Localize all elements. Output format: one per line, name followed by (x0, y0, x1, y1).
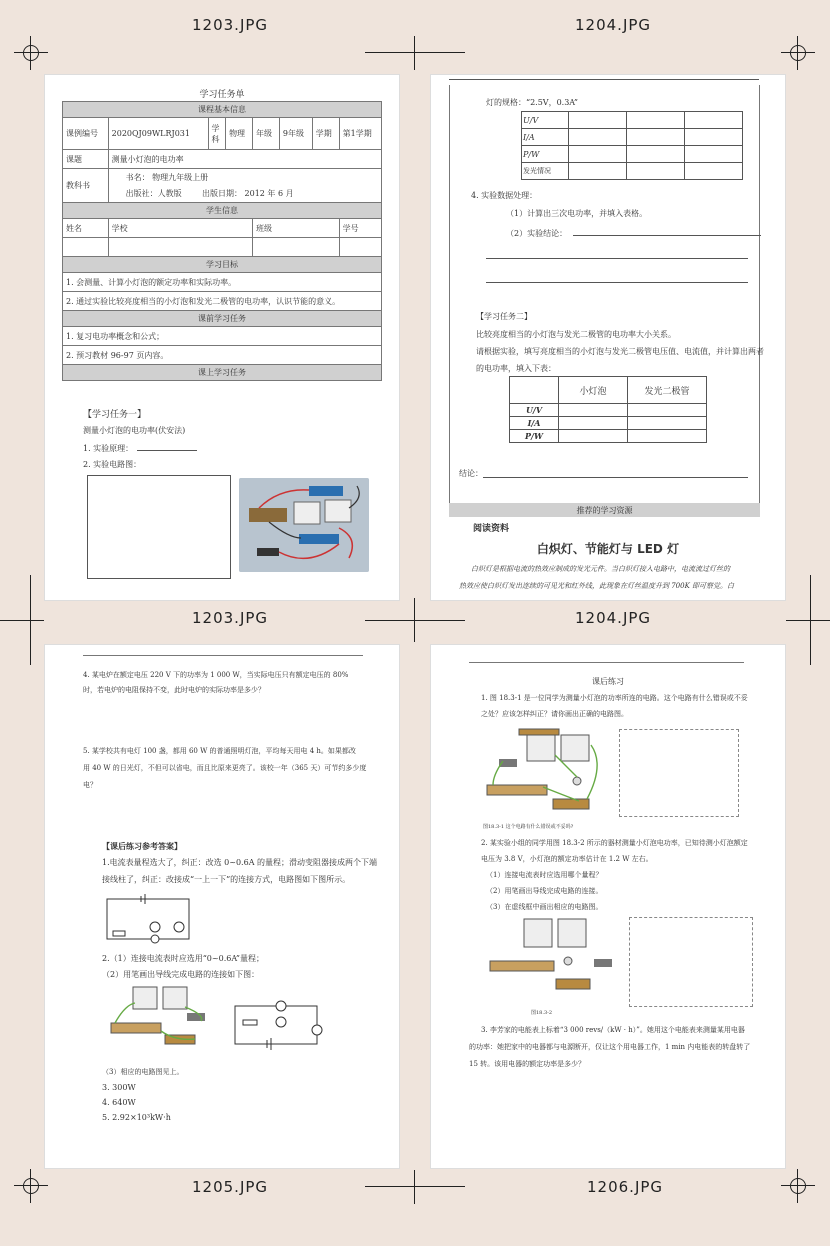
crop-line (414, 598, 415, 642)
answer-2-cont: （2）用笔画出导线完成电路的连接如下图： (102, 970, 260, 979)
registration-mark (20, 42, 42, 64)
task2-desc: 比较亮度相当的小灯泡与发光二极管的电功率大小关系。 (476, 330, 676, 339)
file-label-bottom-left: 1205.JPG (192, 1178, 269, 1196)
task-desc: 测量小灯泡的电功率(伏安法) (83, 426, 186, 435)
task2-heading: 【学习任务二】 (476, 312, 532, 321)
figure-18-3-1 (483, 725, 611, 821)
table-cell: 9年级 (279, 118, 312, 150)
table-cell: 学 科 (208, 118, 226, 150)
question-3: 3. 李芳家的电能表上标着“3 000 revs/（kW · h）”。她用这个电能表来测量某用电器 (481, 1026, 745, 1034)
section-header: 课程基本信息 (63, 102, 382, 118)
table-cell: 第1学期 (339, 118, 381, 150)
file-label-bottom-right: 1206.JPG (587, 1178, 664, 1196)
task2-instr: 请根据实验，填写亮度相当的小灯泡与发光二极管电压值、电流值，并计算出两者 (476, 347, 764, 356)
compare-table (509, 376, 707, 443)
figure-caption-1: 图18.3-1 这个电路有什么错误或不妥吗? (483, 824, 574, 830)
answer-2: 2.（1）连接电流表时应选用“0~0.6A”量程； (102, 954, 265, 963)
row-label: U/V (510, 404, 559, 417)
row-label: 发光情况 (522, 163, 569, 180)
table-cell: 1. 复习电功率概念和公式； (63, 327, 382, 346)
file-label-mid-right: 1204.JPG (575, 609, 652, 627)
crop-line (30, 575, 31, 665)
table-cell: 学期 (312, 118, 339, 150)
step-2: 2. 实验电路图： (83, 460, 142, 469)
crop-line (365, 52, 465, 53)
frame-line (449, 85, 450, 503)
article-text: 热效应使白炽灯发出连续的可见光和红外线，此现象在灯丝温度升到 700K 即可察觉。白 (459, 582, 735, 590)
page-1205 (45, 645, 399, 1168)
col-header: 发光二极管 (628, 377, 707, 404)
crop-line (365, 620, 465, 621)
answer-4: 4. 640W (102, 1098, 136, 1107)
table-cell: 2020QJ09WLRJ031 (108, 118, 208, 150)
table-cell: 姓名 (63, 219, 109, 238)
resources-title: 推荐的学习资源 (576, 506, 633, 515)
answer-5: 5. 2.92×10³kW·h (102, 1113, 171, 1122)
page-title: 学习任务单 (199, 90, 245, 100)
question-5-cont: 用 40 W 的日光灯，不但可以省电，而且比原来更亮了。该校一年（365 天）可节约多少度 (83, 764, 367, 772)
crop-line (365, 1186, 465, 1187)
circuit-diagram-2 (231, 1000, 331, 1050)
answer-line (486, 282, 748, 283)
crop-line (810, 575, 811, 665)
section-header: 课前学习任务 (63, 311, 382, 327)
answer-3: 3. 300W (102, 1083, 136, 1092)
question-2-part-1: （1）连接电流表时应选用哪个量程？ (486, 871, 603, 879)
row-label: P/W (510, 430, 559, 443)
reading-title: 阅读资料 (473, 524, 510, 534)
article-text: 白炽灯是根据电流的热效应制成的发光元件。当白炽灯接入电路中，电流流过灯丝的 (471, 565, 730, 573)
row-label: I/A (522, 129, 569, 146)
crop-line (414, 36, 415, 70)
page-1206 (431, 645, 785, 1168)
question-5: 5. 某学校共有电灯 100 盏，都用 60 W 的普通照明灯泡，平均每天用电 4 h。如果都改 (83, 747, 356, 755)
row-label: I/A (510, 417, 559, 430)
top-rule (449, 79, 759, 80)
table-cell: 测量小灯泡的电功率 (108, 150, 381, 169)
conclusion-label: 结论： (459, 469, 483, 478)
table-cell: 教科书 (63, 169, 109, 203)
section-header: 学生信息 (63, 203, 382, 219)
step-1: 1. 实验原理： (83, 443, 197, 454)
wiring-figure (105, 985, 215, 1053)
row-label: U/V (522, 112, 569, 129)
answer-1: 1.电流表量程选大了，纠正：改选 0~0.6A 的量程；滑动变阻器接成两个下端 (102, 858, 378, 867)
step-4b: （2）实验结论： (506, 228, 761, 239)
top-rule (83, 655, 363, 656)
circuit-diagram-1 (103, 891, 193, 947)
question-1: 1. 图 18.3-1 是一位同学为测量小灯泡的功率所连的电路。这个电路有什么错误或不妥 (481, 694, 748, 702)
table-cell: 课题 (63, 150, 109, 169)
info-table (62, 101, 382, 381)
table-cell: 学号 (339, 219, 381, 238)
question-2: 2. 某实验小组的同学用图 18.3-2 所示的器材测量小灯泡电功率，已知待测小灯泡额定 (481, 839, 748, 847)
figure-caption-2: 图18.3-2 (531, 1010, 553, 1016)
lamp-spec: 灯的规格：“2.5V，0.3A” (486, 98, 579, 107)
crop-line (0, 620, 44, 621)
table-cell: 2. 通过实验比较亮度相当的小灯泡和发光二极管的电功率，认识节能的意义。 (63, 292, 382, 311)
table-cell: 班级 (252, 219, 339, 238)
page-1204-top (431, 75, 785, 600)
question-5-cont: 电？ (83, 781, 97, 789)
registration-mark (20, 1175, 42, 1197)
circuit-diagram-box (87, 475, 231, 579)
question-3-cont: 15 转。该用电器的额定功率是多少？ (469, 1060, 586, 1068)
table-cell: 学校 (108, 219, 252, 238)
question-2-part-2: （2）用笔画出导线完成电路的连接。 (486, 887, 603, 895)
frame-line (759, 85, 760, 503)
step-4a: （1）计算出三次电功率，并填入表格。 (506, 209, 648, 218)
apparatus-photo (239, 478, 369, 572)
file-label-top-right: 1204.JPG (575, 16, 652, 34)
answer-drawing-box (629, 917, 753, 1007)
row-label: P/W (522, 146, 569, 163)
section-header: 学习目标 (63, 257, 382, 273)
table-cell: 课例编号 (63, 118, 109, 150)
crop-line (786, 620, 830, 621)
data-table-1 (521, 111, 743, 180)
section-header: 课上学习任务 (63, 365, 382, 381)
task2-instr-cont: 的电功率，填入下表： (476, 364, 556, 373)
question-4-cont: 时，若电炉的电阻保持不变，此时电炉的实际功率是多少？ (83, 686, 265, 694)
answer-drawing-box (619, 729, 739, 817)
exercise-title: 课后练习 (592, 677, 624, 686)
answer-line (483, 477, 748, 478)
file-label-mid-left: 1203.JPG (192, 609, 269, 627)
answer-line (486, 258, 748, 259)
top-rule (469, 662, 744, 663)
figure-18-3-2 (486, 917, 616, 1009)
crop-line (414, 1170, 415, 1204)
article-title: 白炽灯、节能灯与 LED 灯 (536, 542, 680, 556)
question-3-cont: 的功率：她把家中的电器都与电源断开，仅让这个用电器工作，1 min 内电能表的转盘转了 (469, 1043, 751, 1051)
table-cell: 年级 (252, 118, 279, 150)
answer-2c: （3）相应的电路图见上。 (102, 1068, 184, 1076)
step-4: 4. 实验数据处理： (471, 191, 538, 200)
question-2-cont: 电压为 3.8 V，小灯泡的额定功率估计在 1.2 W 左右。 (481, 855, 653, 863)
registration-mark (787, 42, 809, 64)
task-heading: 【学习任务一】 (83, 410, 147, 420)
question-1-cont: 之处？应该怎样纠正？请你画出正确的电路图。 (481, 710, 628, 718)
resources-header (449, 503, 760, 517)
table-cell: 2. 预习教材 96-97 页内容。 (63, 346, 382, 365)
answers-heading: 【课后练习参考答案】 (102, 841, 182, 851)
table-cell: 1. 会测量、计算小灯泡的额定功率和实际功率。 (63, 273, 382, 292)
registration-mark (787, 1175, 809, 1197)
page-1203-top (45, 75, 399, 600)
col-header: 小灯泡 (559, 377, 628, 404)
table-cell: 书名： 物理九年级上册 出版社：人教版 出版日期： 2012 年 6 月 (108, 169, 381, 203)
question-2-part-3: （3）在虚线框中画出相应的电路图。 (486, 903, 603, 911)
answer-1-cont: 接线柱了，纠正：改接成“一上一下”的连接方式，电路图如下图所示。 (102, 875, 351, 884)
table-cell: 物理 (226, 118, 253, 150)
question-4: 4. 某电炉在额定电压 220 V 下的功率为 1 000 W，当实际电压只有额定电压的 80% (83, 671, 349, 679)
file-label-top-left: 1203.JPG (192, 16, 269, 34)
